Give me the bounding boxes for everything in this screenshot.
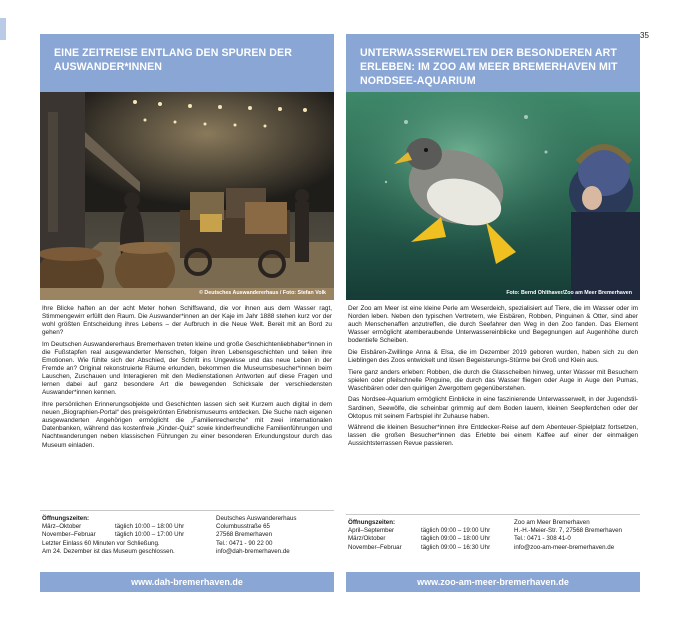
museum-photo xyxy=(40,92,334,300)
opening-hours xyxy=(42,515,207,556)
hours-period: November–Februar xyxy=(348,543,402,551)
article-paragraph: Ihre persönlichen Erinnerungsobjekte und Geschichten lassen sich seit Kurzem auch digital in dem neuen „Biographien-Portal“ des preisgekrönten Erlebnismuseums entdecken. Die Suche nach eigenen ausgewanderten Angehörigen ermöglicht die „Familienrecherche“ mit zwei internationalen Datenbanken, während das kostenfreie „Kinder-Quiz“ sowie kinderfreundliche Familienführungen und Nachtwanderungen neben klassischen Führungen zu einer besonderen Erkundungstour durch das Museum einladen. xyxy=(42,401,332,449)
article-headline: UNTERWASSERWELTEN DER BESONDEREN ART ERLEBEN: IM ZOO AM MEER BREMERHAVEN MIT NORDSEE-AQUARIUM xyxy=(346,34,640,92)
article-paragraph: Das Nordsee-Aquarium ermöglicht Einblicke in eine faszinierende Unterwasserwelt, in der Jugendstil-Sardinen, Seewölfe, die scheinbar grimmig auf dem Boden lauern, kleinen Seepferdchen oder der Oktopus mit seinem Farbspiel ihr Zuhause haben. xyxy=(348,396,638,420)
article-headline: EINE ZEITREISE ENTLANG DEN SPUREN DER AUSWANDER*INNEN xyxy=(40,34,334,92)
phone-number: Tel.: 0471 - 90 22 00 xyxy=(216,539,273,547)
hours-row xyxy=(42,531,207,539)
hours-time: täglich 10:00 – 18:00 Uhr xyxy=(115,523,185,531)
photo-credit: © Deutsches Auswandererhaus / Foto: Stefan Volk xyxy=(199,290,326,296)
photo-credit: Foto: Bernd Ohlthaver/Zoo am Meer Bremerhaven xyxy=(506,290,632,296)
hours-period: April–September xyxy=(348,527,395,535)
hours-time: täglich 10:00 – 17:00 Uhr xyxy=(115,531,185,539)
address-line: Columbusstraße 65 xyxy=(216,523,270,531)
article-body xyxy=(40,300,334,450)
article-paragraph: Der Zoo am Meer ist eine kleine Perle am Weserdeich, spezialisiert auf Tiere, die im Wasser oder im Norden leben. Neben den typischen Vertretern, wie Eisbären, Robben, Pinguinen & Otter, sind aber auch Menschenaffen anzutreffen, die durch Seefahrer den Weg in den Zoo fanden. Das Element Wasser ermöglicht atemberaubende Unterwassereinblicke und Begegnungen auf Augenhöhe durch bodentiefe Scheiben. xyxy=(348,305,638,345)
hours-period: März/Oktober xyxy=(348,535,386,543)
address-line: Zoo am Meer Bremerhaven xyxy=(514,519,590,526)
address-block xyxy=(216,515,297,556)
article-paragraph: Tiere ganz anders erleben: Robben, die durch die Glasscheiben hinweg, unter Wasser mit Besuchern spielen oder pfeilschnelle Pinguine, die durch das Wasser fliegen oder Auge in Auge den Pumas, Waschbären oder den quirligen Zwergottern gegenüberstehen. xyxy=(348,368,638,392)
phone-number: Tel.: 0471 - 308 41-0 xyxy=(514,535,571,543)
opening-hours xyxy=(348,519,513,552)
page-number: 35 xyxy=(640,31,649,40)
hours-period: November–Februar xyxy=(42,531,96,539)
penguin-photo-image xyxy=(346,92,640,300)
hours-note: Am 24. Dezember ist das Museum geschlossen. xyxy=(42,547,175,555)
article-paragraph: Ihre Blicke haften an der acht Meter hohen Schiffswand, die vor ihnen aus dem Wasser ragt, Stimmengewirr erfüllt den Raum. Die Auswander*innen an der Kaje im Jahr 1888 stehen kurz vor der wohl größten Entscheidung ihres Lebens – der Aufbruch in die Neue Welt. Bereit mit an Bord zu gehen? xyxy=(42,305,332,337)
hours-time: täglich 09:00 – 19:00 Uhr xyxy=(421,527,491,535)
page-edge-marker xyxy=(0,18,6,40)
hours-period: März–Oktober xyxy=(42,523,82,531)
email-link[interactable]: info@dah-bremerhaven.de xyxy=(216,547,290,555)
info-box xyxy=(346,514,640,569)
opening-hours-title: Öffnungszeiten: xyxy=(42,515,90,522)
article-paragraph: Während die kleinen Besucher*innen ihre Entdecker-Reise auf dem Abenteuer-Spielplatz fortsetzen, lassen die großen Besucher*innen das Erlebte bei einem Kaffee auf einer der einmaligen Aussichtsterrassen Revue passieren. xyxy=(348,424,638,448)
opening-hours-title: Öffnungszeiten: xyxy=(348,519,396,526)
email-link[interactable]: info@zoo-am-meer-bremerhaven.de xyxy=(514,543,615,551)
hours-row xyxy=(348,527,513,535)
address-line: H.-H.-Meier-Str. 7, 27568 Bremerhaven xyxy=(514,527,622,535)
hours-note: Letzter Einlass 60 Minuten vor Schließung. xyxy=(42,539,160,547)
article-paragraph: Die Eisbären-Zwillinge Anna & Elsa, die im Dezember 2019 geboren wurden, haben sich zu den Lieblingen des Zoos entwickelt und lösen Begeisterungs-Stürme bei Groß und Klein aus. xyxy=(348,348,638,365)
hours-row xyxy=(348,544,513,552)
article-zoo-am-meer xyxy=(346,34,640,551)
website-link[interactable]: www.zoo-am-meer-bremerhaven.de xyxy=(346,572,640,592)
info-box xyxy=(40,510,334,573)
hours-time: täglich 09:00 – 18:00 Uhr xyxy=(421,535,491,543)
hours-row xyxy=(42,523,207,531)
article-paragraph: Im Deutschen Auswandererhaus Bremerhaven treten kleine und große Geschichtenliebhaber*innen in die Fußstapfen real ausgewanderter Menschen, folgen ihren Lebensgeschichten und teilen ihre Emotionen. Wie fühlte sich der Abschied, der Schritt ins Ungewisse und das neue Leben in der Fremde an? Original rekonstruierte Räume erkunden, bekommen die Museumsbesucher*innen beim Lauschen, Zuschauen und Interagieren mit den Medienstationen Antworten auf diese Fragen und lernen dabei auf ganz besondere Art die bewegenden Schicksale der verschiedensten Auswander*innen kennen. xyxy=(42,340,332,397)
museum-photo-image xyxy=(40,92,334,300)
article-auswandererhaus xyxy=(40,34,334,555)
address-block xyxy=(514,519,622,552)
website-link[interactable]: www.dah-bremerhaven.de xyxy=(40,572,334,592)
address-line: Deutsches Auswandererhaus xyxy=(216,515,297,522)
hours-row xyxy=(348,535,513,543)
penguin-photo xyxy=(346,92,640,300)
article-body xyxy=(346,300,640,449)
address-line: 27568 Bremerhaven xyxy=(216,531,273,539)
hours-time: täglich 09:00 – 16:30 Uhr xyxy=(421,543,491,551)
